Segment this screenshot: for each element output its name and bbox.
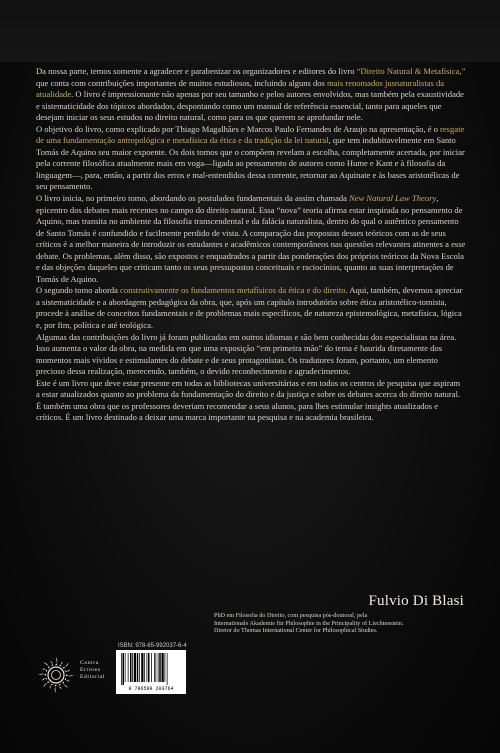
- publisher-line-1: Contra: [80, 660, 99, 666]
- sun-seal-icon: [36, 655, 76, 695]
- author-name: Fulvio Di Blasi: [368, 593, 464, 609]
- author-credential-3: Diretor do Thomas International Center for Philosophical Studies.: [214, 627, 378, 635]
- author-credential-2: Internationale Akademie für Philosophie in the Principality of Liechtenstein.: [214, 619, 404, 627]
- isbn-label: ISBN: 978-65-992037-6-4: [118, 643, 187, 649]
- highlighted-phrase: “Direito Natural & Metafísica,”: [356, 66, 466, 76]
- publisher-name: [80, 660, 105, 681]
- highlighted-phrase: mais renomados jusnaturalistas da atualidade: [36, 77, 445, 100]
- paragraph-4: [36, 285, 466, 331]
- text-run: Este é um livro que deve estar presente em todas as bibliotecas universitárias e em todos os centros de pesquisa que aspiram a estar atualizados quanto ao problema da fundamentação do direito e da justiça e sobre os debates acerca do direito natural. É também uma obra que os professores deveriam recomendar a seus alunos, para lhes estimular insights atualizados e críticos. É um livro destinado a deixar uma marca importante na pesquisa e na academia brasileira.: [36, 377, 461, 423]
- author-credential-1: PhD em Filosofia do Direito, com pesquisa pós-doutoral, pela: [214, 612, 368, 619]
- top-band: [0, 0, 500, 62]
- text-run: O livro inicia, no primeiro tomo, abordando os postulados fundamentais da assim chamada: [36, 193, 350, 204]
- author-signature: [214, 593, 464, 635]
- publisher-line-3: Editorial: [80, 674, 105, 680]
- text-run: Algumas das contribuições do livro já foram publicadas em outros idiomas e são bem conhecidas dos especialistas na área. Isso aumenta o valor da obra, na medida em que uma exposição “em primeira mão” do tema é haurida diretamente dos momentos mais vívidos e estimulantes do debate e de seus protagonistas. Os tradutores foram, portanto, um elemento precioso dessa realização, merecendo, também, o devido reconhecimento e agradecimentos.: [36, 331, 457, 377]
- text-run: O objetivo do livro, como explicado por Thiago Magalhães e Marcos Paulo Fernandes de Araujo na apresentação, é o: [36, 123, 441, 134]
- paragraph-3: [36, 193, 466, 285]
- highlighted-phrase: construtivamente os fundamentos metafísicos da ética e do direito: [120, 285, 346, 296]
- text-run: O segundo tomo aborda: [36, 285, 121, 296]
- highlighted-phrase: New Natural Law Theory: [349, 193, 437, 204]
- barcode-number: 9 786599 203764: [128, 686, 174, 692]
- paragraph-2: [36, 124, 466, 193]
- text-run: . Aqui, também, devemos apreciar a sistematicidade e a abordagem pedagógica da obra, que, após um capítulo introdutório sobre ética aristotélico-tomista, procede à análise de conceitos fundamentais e de problemas mais específicos, de natureza epistemológica, metafísica, lógica e, por fim, política e até teológica.: [36, 285, 463, 331]
- text-run: , que tem indubitavelmente em Santo Tomás de Aquino seu maior expoente. Os dois tomos que o compõem revelam a escolha, completamente acertada, por iniciar pela corrente filosófica atualmente mais em voga—ligada ao pensamento de autores como Hume e Kant e à filosofia da linguagem—, para, então, a partir dos erros e mal-entendidos dessa corrente, retornar ao Aquinate e às bases aristotélicas de seu pensamento.: [36, 135, 465, 192]
- paragraph-1: [36, 66, 466, 124]
- review-text: [36, 66, 466, 424]
- text-run: que conta com contribuições importantes de muitos estudiosos, incluindo alguns dos: [36, 77, 328, 88]
- publisher-line-2: Errores: [80, 667, 101, 673]
- paragraph-5: [36, 332, 466, 378]
- highlighted-phrase: resgate de uma fundamentação antropológica e metafísica da ética e da tradição da lei natural: [36, 123, 465, 146]
- text-run: Da nossa parte, temos somente a agradecer e parabenizar os organizadores e editores do livro: [36, 66, 357, 76]
- text-run: . O livro é impressionante não apenas por seu tamanho e pelos autores envolvidos, mas também pela exaustividade e sistematicidade dos tópicos abordados, despontando como um manual de referência essencial, tanto para aqueles que desejam iniciar os seus estudos no direito natural, como para os que querem se aprofundar nele.: [36, 89, 464, 123]
- barcode-bars: [120, 653, 182, 685]
- text-run: , epicentro dos debates mais recentes no campo do direito natural. Essa “nova” teoria afirma estar inspirada no pensamento de Aquino, mas transita no ambiente da filosofia transcendental e da falácia naturalista, dentro do qual o autêntico pensamento de Santo Tomás é confundido e facilmente perdido de vista. A comparação das propostas desses teóricos com as de seus críticos é a melhor maneira de introduzir os estudantes e acadêmicos contemporâneos nas questões relevantes atinentes a esse debate. Os problemas, além disso, são expostos e enquadrados a partir das ponderações dos próprios teóricos da Nova Escola e das objeções daqueles que criticam tanto os seus pressupostos conceituais e raciocínios, quanto as suas interpretações de Tomás de Aquino.: [36, 193, 466, 284]
- paragraph-6: [36, 378, 466, 424]
- barcode: [116, 650, 186, 694]
